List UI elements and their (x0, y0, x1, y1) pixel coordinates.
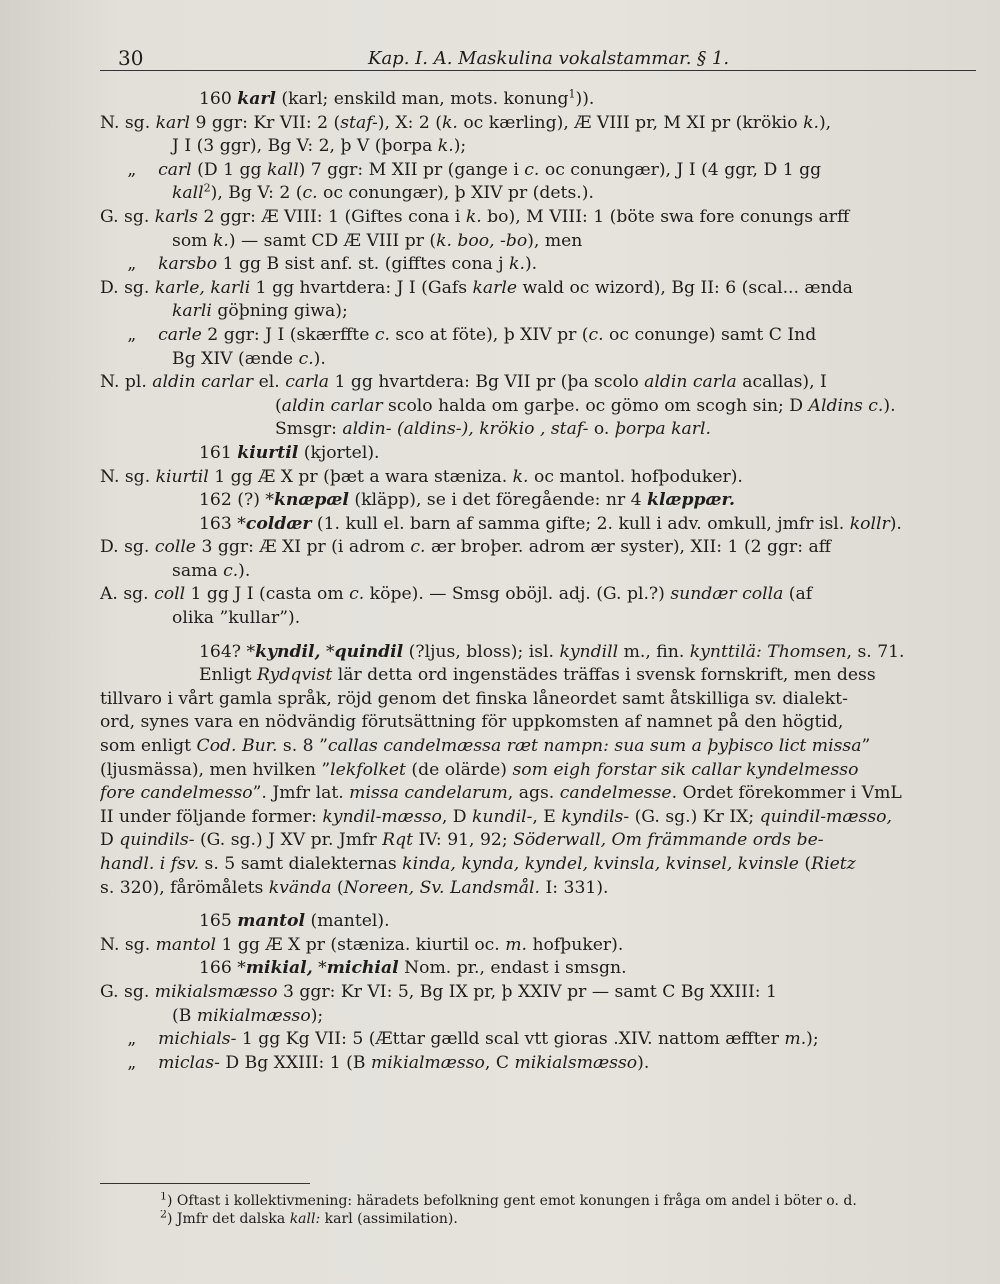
footnote-rule (100, 1183, 310, 1184)
text-line: „ carl (D 1 gg kall) 7 ggr: M XII pr (gange i c. oc conungær), J I (4 ggr, D 1 gg (100, 159, 822, 180)
text-line: Bg XIV (ænde c.). (172, 348, 326, 369)
text-line: olika ”kullar”). (172, 608, 301, 629)
spacer (100, 631, 976, 641)
text-line: (ljusmässa), men hvilken ”lekfolket (de olärde) som eigh forstar sik callar kyndelmesso (100, 759, 859, 780)
text-line: som k.) — samt CD Æ VIII pr (k. boo, -bo), men (172, 230, 583, 251)
text-line: N. sg. mantol 1 gg Æ X pr (stæniza. kiurtil oc. m. hofþuker). (100, 934, 624, 955)
text-line: 160 karl (karl; enskild man, mots. konung$^1$)). (199, 88, 595, 109)
text-line: 166 *mikial, *michial Nom. pr., endast i smsgn. (199, 958, 627, 979)
text-line: s. 320), fårömålets kvända (Noreen, Sv. Landsmål. I: 331). (100, 877, 609, 898)
text-line: som enligt Cod. Bur. s. 8 ”callas candelmæssa ræt nampn: sua sum a þyþisco lict missa” (100, 736, 871, 757)
text-line: 163 *coldær (1. kull el. barn af samma gifte; 2. kull i adv. omkull, jmfr isl. kollr). (199, 513, 902, 534)
text-line: „ carle 2 ggr: J I (skærffte c. sco at föte), þ XIV pr (c. oc conunge) samt C Ind (100, 324, 817, 345)
text-line: D. sg. karle, karli 1 gg hvartdera: J I (Gafs karle wald oc wizord), Bg II: 6 (scal... ænda (100, 277, 853, 298)
text-line: D quindils- (G. sg.) J XV pr. Jmfr Rqt IV: 91, 92; Söderwall, Om främmande ords be- (100, 830, 824, 851)
text-line: 161 kiurtil (kjortel). (199, 442, 380, 463)
text-line: N. pl. aldin carlar el. carla 1 gg hvartdera: Bg VII pr (þa scolo aldin carla acallas), I (100, 372, 827, 393)
text-line: N. sg. kiurtil 1 gg Æ X pr (þæt a wara stæniza. k. oc mantol. hofþoduker). (100, 466, 743, 487)
text-line: 165 mantol (mantel). (199, 911, 390, 932)
text-line: „ miclas- D Bg XXIII: 1 (B mikialmæsso, C mikialsmæsso). (100, 1052, 650, 1073)
footnotes (160, 1192, 980, 1228)
text-line: ord, synes vara en nödvändig förutsättning för uppkomsten af namnet på den högtid, (100, 712, 844, 733)
text-line: N. sg. karl 9 ggr: Kr VII: 2 (staf-), X: 2 (k. oc kærling), Æ VIII pr, M XI pr (krökio k.), (100, 112, 832, 133)
text-line: J I (3 ggr), Bg V: 2, þ V (þorpa k.); (172, 136, 467, 157)
text-line: G. sg. karls 2 ggr: Æ VIII: 1 (Giftes cona i k. bo), M VIII: 1 (böte swa fore conungs arff (100, 206, 850, 227)
text-line: karli göþning giwa); (172, 301, 348, 322)
text-line: 162 (?) *knæpæl (kläpp), se i det föregående: nr 4 klæppær. (199, 490, 735, 511)
text-line: G. sg. mikialsmæsso 3 ggr: Kr VI: 5, Bg IX pr, þ XXIV pr — samt C Bg XXIII: 1 (100, 981, 777, 1002)
text-line: fore candelmesso”. Jmfr lat. missa candelarum, ags. candelmesse. Ordet förekommer i VmL (100, 783, 902, 804)
text-line: „ michials- 1 gg Kg VII: 5 (Ættar gælld scal vtt gioras .XIV. nattom æffter m.); (100, 1029, 819, 1050)
footnote: $^1$) Oftast i kollektivmening: häradets befolkning gent emot konungen i fråga om andel i böter o. d. (160, 1192, 857, 1209)
spacer (100, 900, 976, 910)
text-line: (aldin carlar scolo halda om garþe. oc gömo om scogh sin; D Aldins c.). (275, 395, 896, 416)
page-body (100, 88, 976, 1075)
text-line: A. sg. coll 1 gg J I (casta om c. köpe). — Smsg oböjl. adj. (G. pl.?) sundær colla (af (100, 584, 813, 605)
page-header (118, 46, 978, 68)
text-line: sama c.). (172, 560, 251, 581)
running-title: Kap. I. A. Maskulina vokalstammar. § 1. (368, 48, 730, 69)
text-line: „ karsbo 1 gg B sist anf. st. (gifftes cona j k.). (100, 254, 538, 275)
text-line: kall$^2$), Bg V: 2 (c. oc conungær), þ XIV pr (dets.). (172, 182, 594, 204)
text-line: handl. i fsv. s. 5 samt dialekternas kinda, kynda, kyndel, kvinsla, kvinsel, kvinsle (Rietz (100, 854, 856, 874)
footnote: $^2$) Jmfr det dalska kall: karl (assimilation). (160, 1210, 458, 1227)
header-rule (100, 70, 976, 71)
text-line: 164? *kyndil, *quindil (?ljus, bloss); isl. kyndill m., fin. kynttilä: Thomsen, s. 71. (199, 641, 905, 662)
text-line: tillvaro i vårt gamla språk, röjd genom det finska låneordet samt åtskilliga sv. dialekt- (100, 688, 848, 709)
text-line: (B mikialmæsso); (172, 1005, 324, 1026)
text-line: II under följande former: kyndil-mæsso, D kundil-, E kyndils- (G. sg.) Kr IX; quindil-mæsso, (100, 806, 892, 827)
text-line: D. sg. colle 3 ggr: Æ XI pr (i adrom c. ær broþer. adrom ær syster), XII: 1 (2 ggr: aff (100, 537, 831, 558)
text-line: Enligt Rydqvist lär detta ord ingenstädes träffas i svensk fornskrift, men dess (199, 665, 876, 686)
page-number: 30 (118, 46, 144, 70)
text-line: Smsgr: aldin- (aldins-), krökio , staf- o. þorpa karl. (275, 419, 711, 440)
